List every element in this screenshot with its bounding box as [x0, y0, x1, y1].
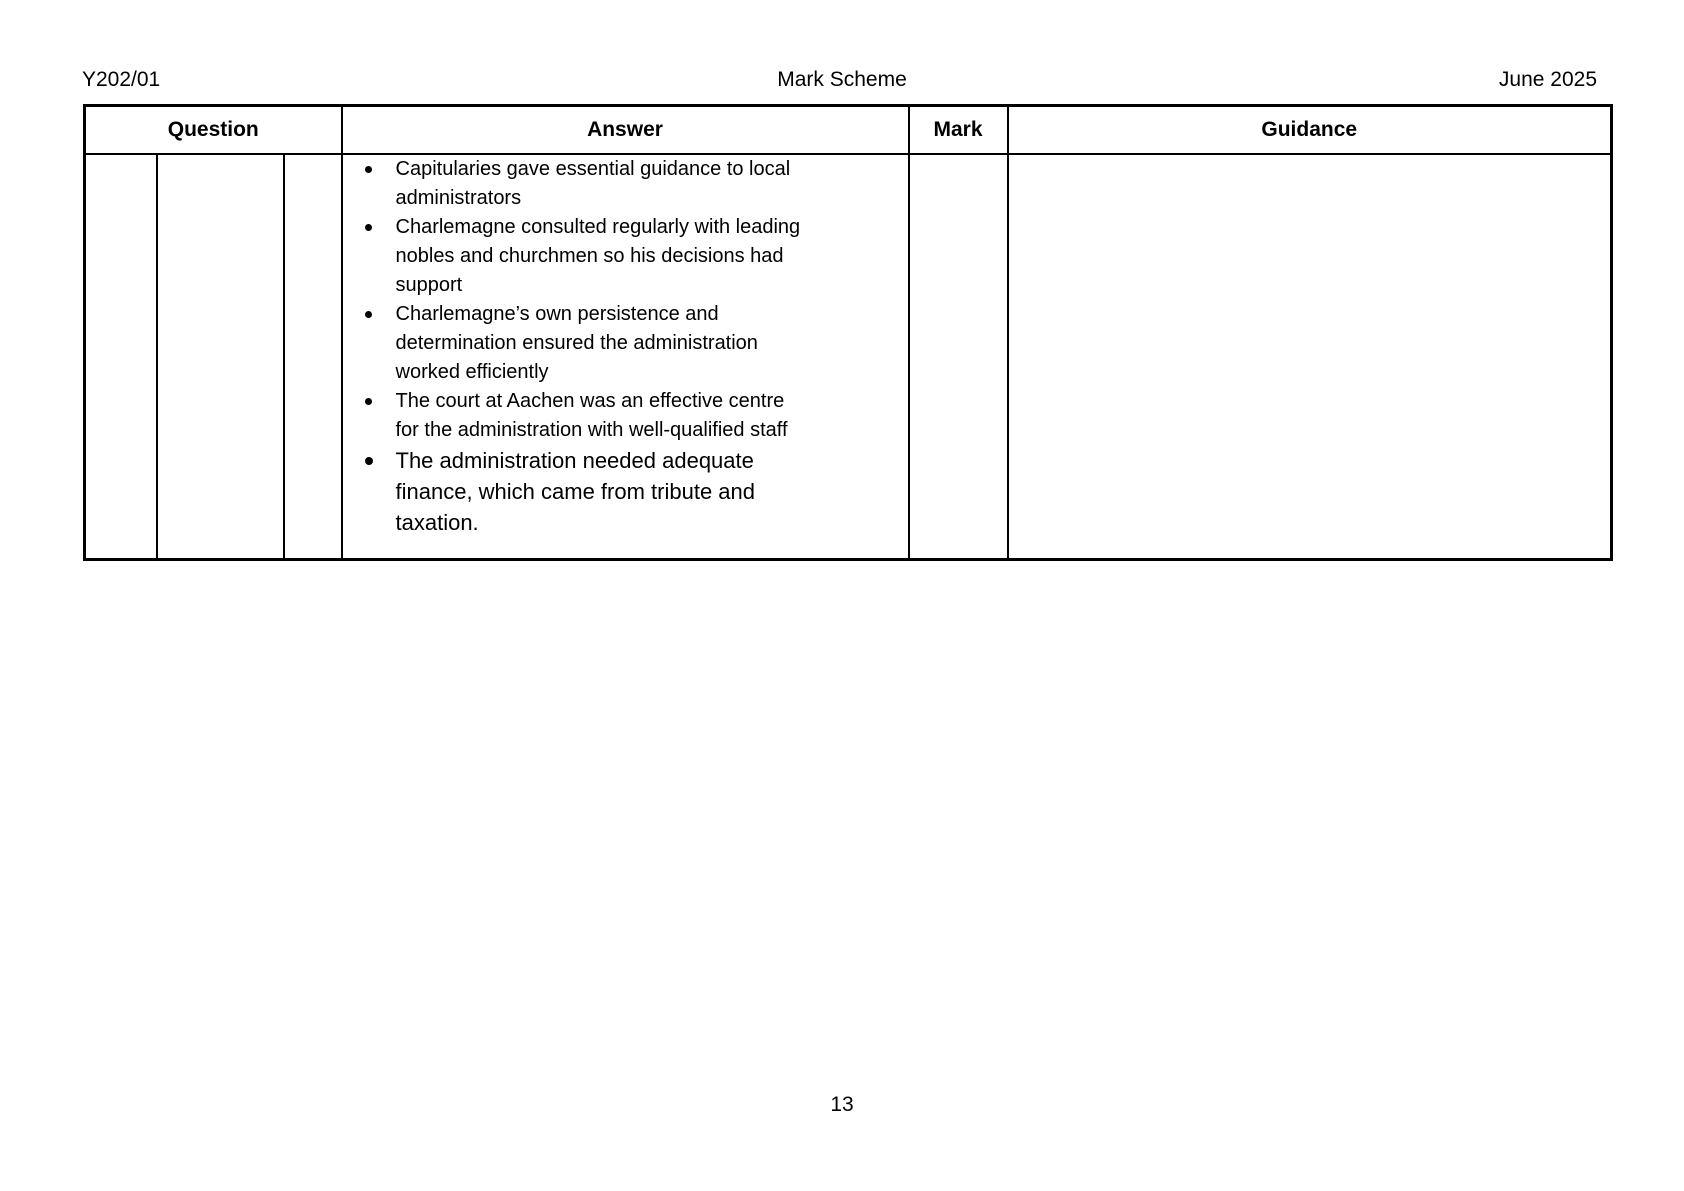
- answer-cell: [342, 154, 909, 560]
- session-date: June 2025: [1498, 68, 1597, 91]
- document-header: [0, 68, 1684, 96]
- page-number: 13: [830, 1093, 854, 1116]
- mark-scheme-table: [83, 104, 1613, 561]
- document-title: Mark Scheme: [777, 68, 907, 91]
- paper-code: Y202/01: [82, 68, 161, 91]
- answer-bullet: [343, 387, 801, 445]
- answer-bullet: [343, 300, 801, 387]
- document-footer: [0, 1093, 1684, 1117]
- answer-bullet: [343, 445, 803, 538]
- answer-bullet-list: [343, 155, 908, 538]
- answer-bullet-text: The court at Aachen was an effective centre for the administration with well-qualified staff: [395, 389, 788, 441]
- mark-cell: [909, 154, 1008, 560]
- answer-bullet-text: Charlemagne’s own persistence and determination ensured the administration worked efficiently: [395, 302, 758, 383]
- answer-bullet: [343, 155, 801, 213]
- question-marks-cell: [284, 154, 342, 560]
- answer-bullet: [343, 213, 801, 300]
- guidance-column-header: Guidance: [1008, 106, 1612, 154]
- question-column-header: Question: [85, 106, 342, 154]
- guidance-cell: [1008, 154, 1612, 560]
- answer-bullet-text: The administration needed adequate finance, which came from tribute and taxation.: [395, 447, 756, 535]
- mark-column-header: Mark: [909, 106, 1008, 154]
- answer-bullet-text: Charlemagne consulted regularly with leading nobles and churchmen so his decisions had support: [395, 215, 801, 296]
- question-part-cell: [157, 154, 284, 560]
- table-row: [85, 154, 1612, 560]
- question-number-cell: [85, 154, 157, 560]
- answer-column-header: Answer: [342, 106, 909, 154]
- table-header-row: [85, 106, 1612, 154]
- answer-bullet-text: Capitularies gave essential guidance to local administrators: [395, 157, 791, 209]
